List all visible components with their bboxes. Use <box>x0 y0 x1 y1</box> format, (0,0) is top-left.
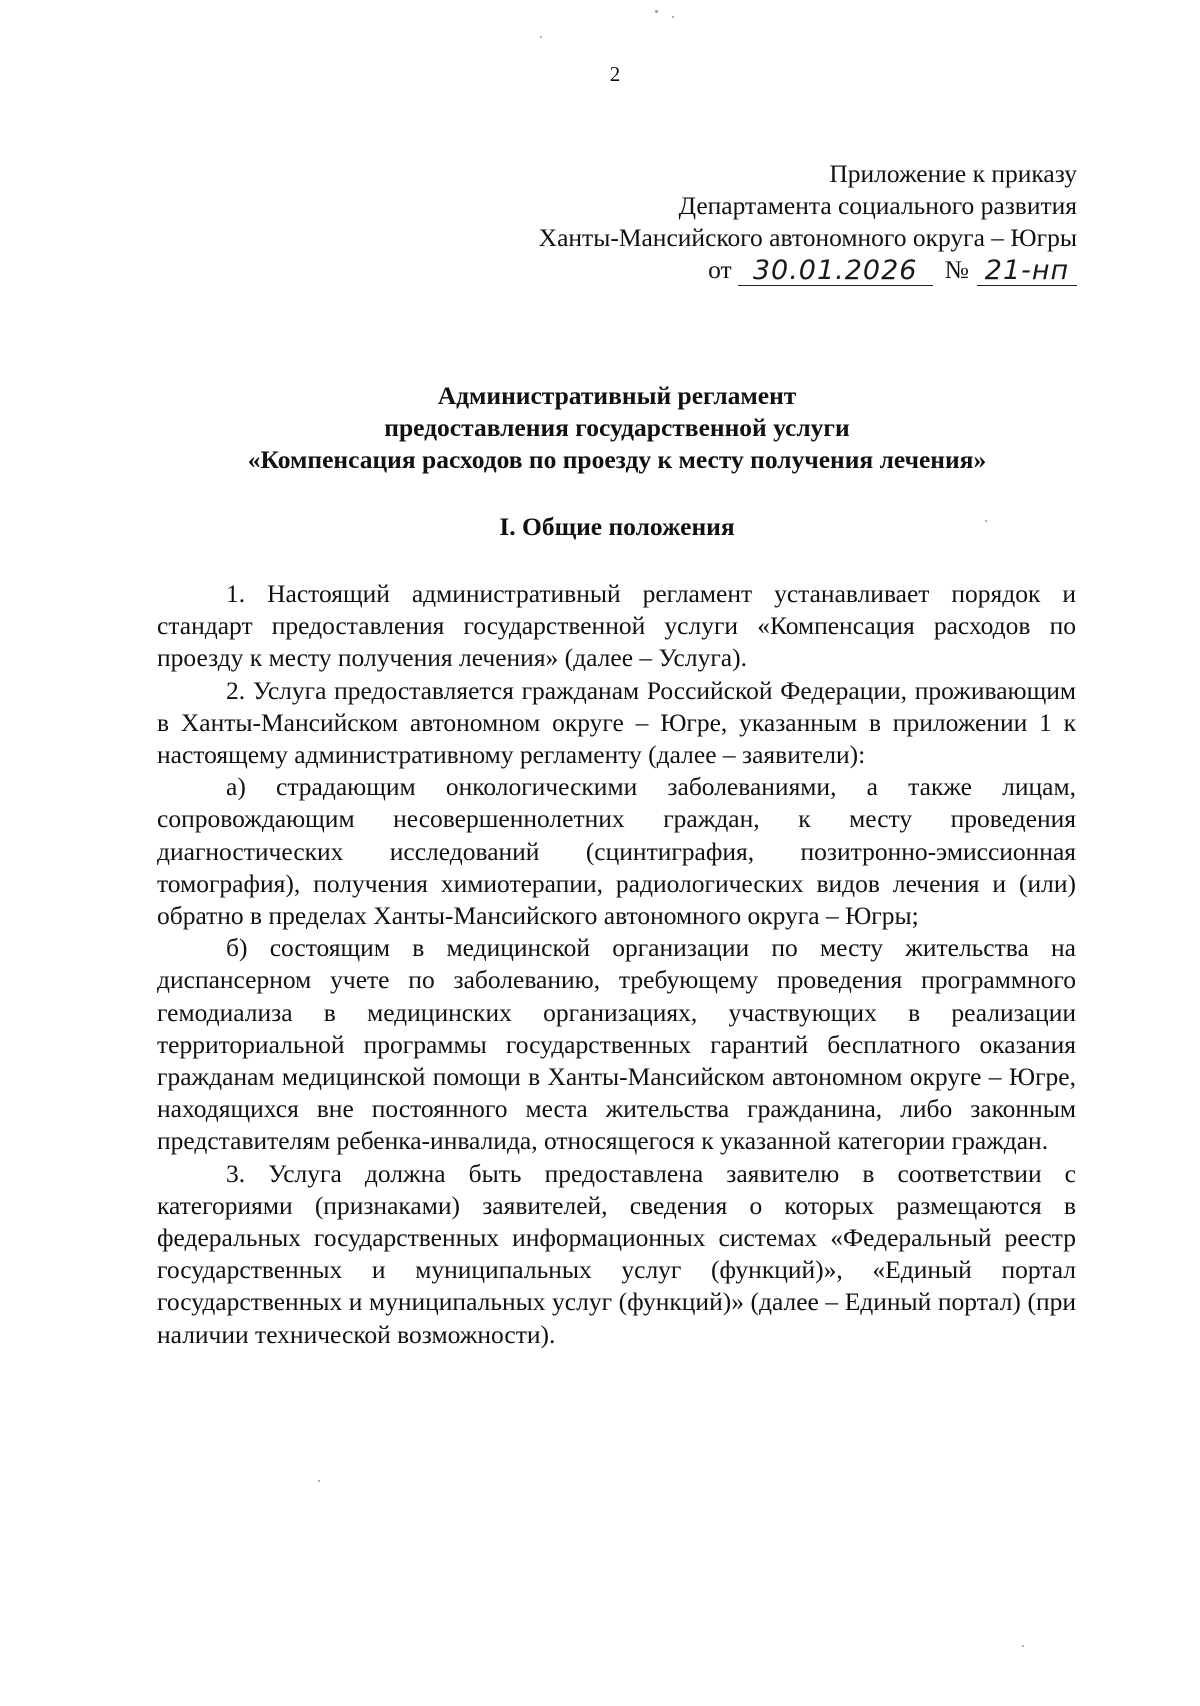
paragraph-2: 2. Услуга предоставляется гражданам Российской Федерации, проживающим в Ханты-Мансийском автономном округе – Югре, указанным в приложении 1 к настоящему административному регламенту (далее – заявители): <box>157 675 1076 770</box>
page-number: 2 <box>609 62 621 86</box>
approval-line-3: Ханты-Мансийского автономного округа – Югры <box>538 223 1077 252</box>
handwritten-number: 21-нп <box>977 257 1077 286</box>
title-line-1: Административный регламент <box>437 381 797 410</box>
body-text <box>157 578 1076 1351</box>
handwritten-date: 30.01.2026 <box>738 257 933 286</box>
scan-speck <box>1022 1645 1024 1647</box>
number-prefix: № <box>944 255 969 284</box>
paragraph-2b: б) состоящим в медицинской организации по месту жительства на диспансерном учете по заболеванию, требующему проведения программного гемодиализа в медицинских организациях, участвующих в реализации территориальной программы государственных гарантий бесплатного оказания гражданам медицинской помощи в Ханты-Мансийском автономном округе – Югре, находящихся вне постоянного места жительства гражданина, либо законным представителям ребенка-инвалида, относящегося к указанной категории граждан. <box>157 933 1076 1156</box>
paragraph-1: 1. Настоящий административный регламент устанавливает порядок и стандарт предоставления государственной услуги «Компенсация расходов по проезду к месту получения лечения» (далее – Услуга). <box>157 579 1076 673</box>
approval-date-number-line <box>708 254 1077 286</box>
paragraph-2a: а) страдающим онкологическими заболеваниями, а также лицам, сопровождающим несовершеннолетних граждан, к месту проведения диагностических исследований (сцинтиграфия, позитронно-эмиссионная томография), получения химиотерапии, радиологических видов лечения и (или) обратно в пределах Ханты-Мансийского автономного округа – Югры; <box>157 772 1076 931</box>
approval-block <box>539 158 1077 286</box>
approval-line-1: Приложение к приказу <box>829 159 1077 188</box>
date-prefix: от <box>708 255 732 284</box>
title-line-3: «Компенсация расходов по проезду к месту получения лечения» <box>247 445 987 474</box>
title-line-2: предоставления государственной услуги <box>384 413 850 442</box>
section-heading: I. Общие положения <box>499 512 735 541</box>
approval-line-2: Департамента социального развития <box>678 191 1077 220</box>
scan-speck <box>672 16 674 18</box>
scan-speck <box>318 1480 320 1482</box>
document-title <box>0 380 1200 476</box>
paragraph-3: 3. Услуга должна быть предоставлена заявителю в соответствии с категориями (признаками) заявителей, сведения о которых размещаются в федеральных государственных информационных системах «Федеральный реестр государственных и муниципальных услуг (функций)», «Единый портал государственных и муниципальных услуг (функций)» (далее – Единый портал) (при наличии технической возможности). <box>157 1158 1076 1349</box>
scan-speck <box>540 36 542 38</box>
scan-speck <box>985 520 987 522</box>
scan-speck <box>655 10 658 13</box>
